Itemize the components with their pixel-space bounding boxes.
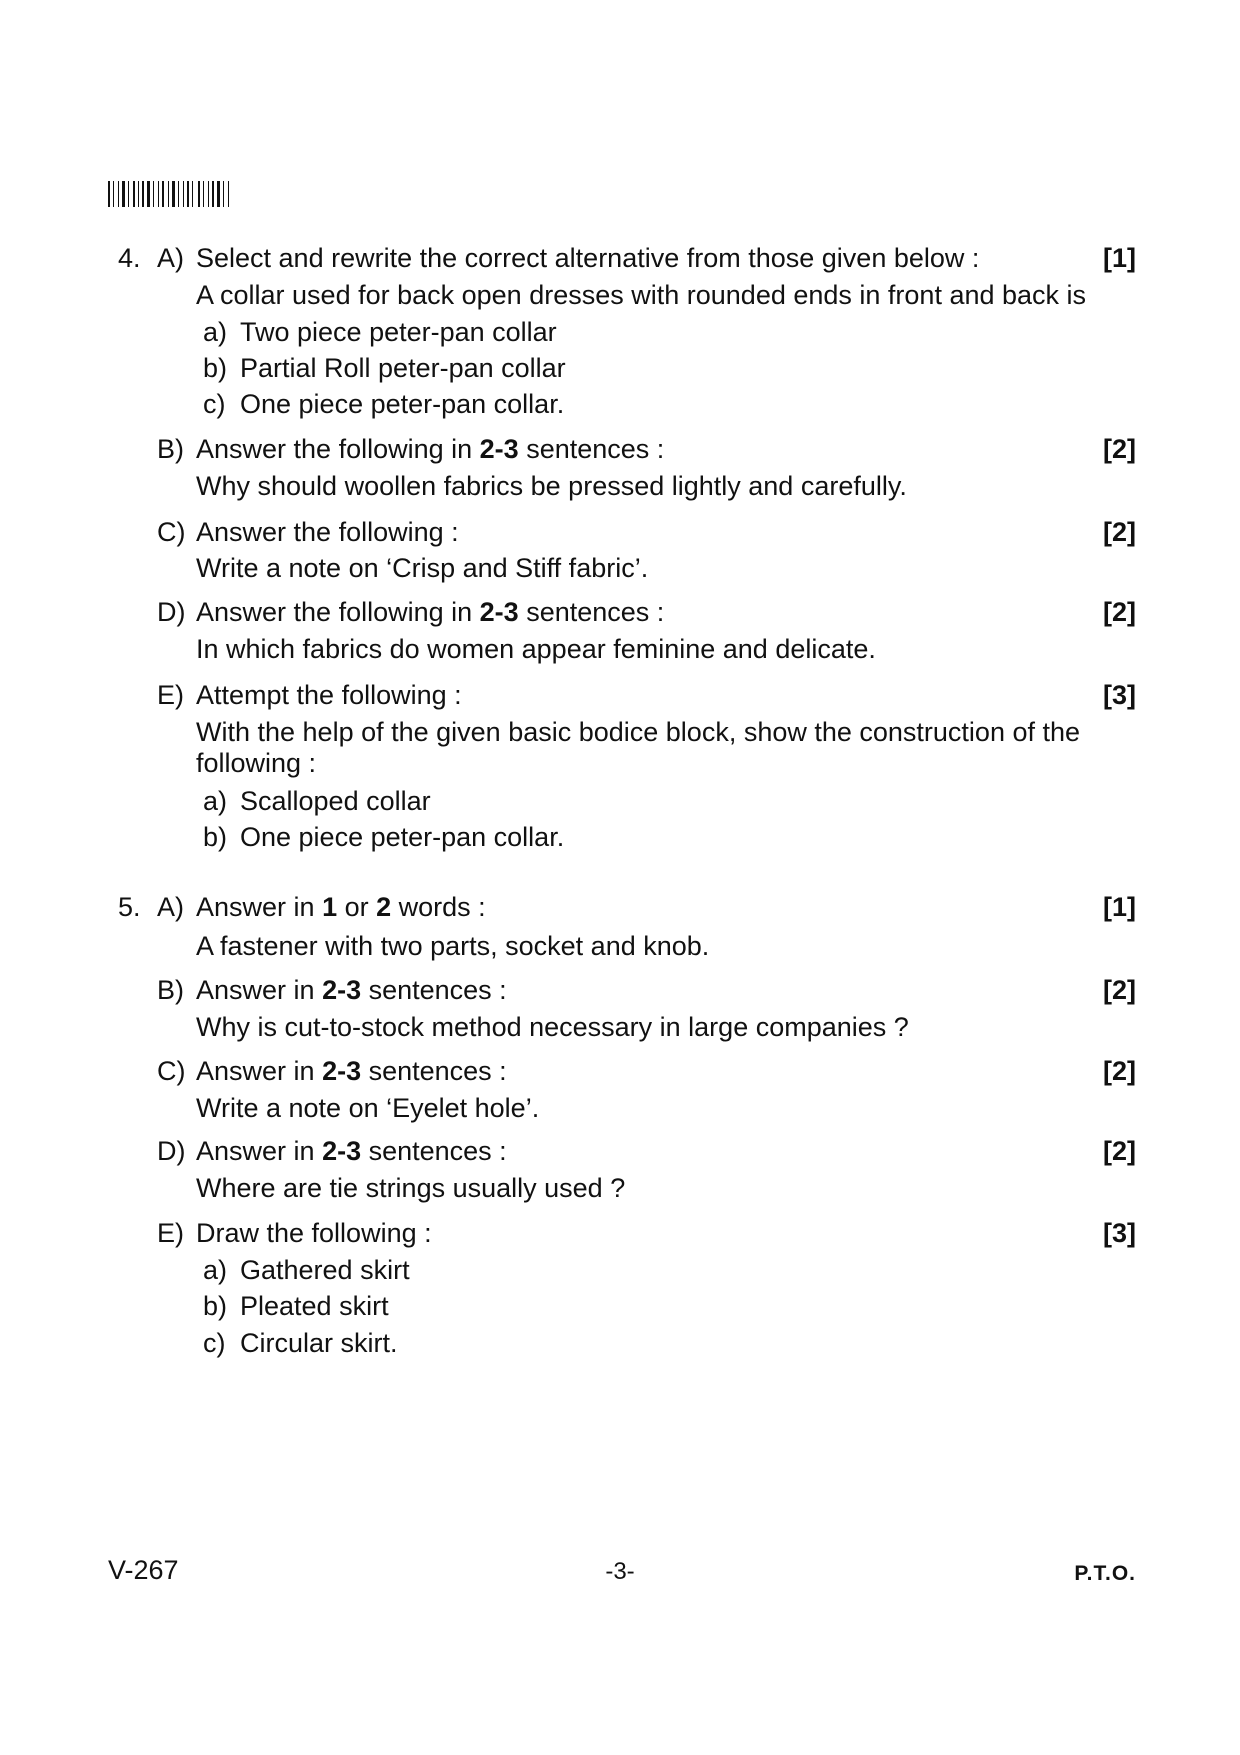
part-label: E) bbox=[157, 680, 184, 710]
option-text: Scalloped collar bbox=[240, 786, 431, 816]
question-text: A fastener with two parts, socket and knob. bbox=[196, 931, 710, 961]
question-number: 4. bbox=[118, 243, 141, 273]
barcode-bar bbox=[203, 181, 204, 207]
question-text: Write a note on ‘Crisp and Stiff fabric’. bbox=[196, 553, 649, 583]
barcode-bar bbox=[153, 181, 154, 207]
question-number: 5. bbox=[118, 892, 141, 922]
question-text: Write a note on ‘Eyelet hole’. bbox=[196, 1093, 540, 1123]
option-text: Gathered skirt bbox=[240, 1255, 410, 1285]
barcode-bar bbox=[113, 181, 114, 207]
question-prompt: Answer in 2-3 sentences : bbox=[196, 1136, 507, 1166]
marks-badge: [2] bbox=[1103, 1056, 1136, 1086]
marks-badge: [3] bbox=[1103, 680, 1136, 710]
barcode-bar bbox=[108, 181, 110, 207]
barcode-bar bbox=[142, 181, 144, 207]
question-prompt: Answer in 2-3 sentences : bbox=[196, 975, 507, 1005]
barcode-bar bbox=[147, 181, 150, 207]
marks-badge: [2] bbox=[1103, 975, 1136, 1005]
barcode-bar bbox=[217, 181, 220, 207]
question-text: Why should woollen fabrics be pressed lightly and carefully. bbox=[196, 471, 907, 501]
option-letter: c) bbox=[203, 1328, 226, 1358]
option-text: Circular skirt. bbox=[240, 1328, 398, 1358]
part-label: C) bbox=[157, 517, 186, 547]
barcode-bar bbox=[122, 181, 125, 207]
marks-badge: [2] bbox=[1103, 434, 1136, 464]
barcode-bar bbox=[168, 181, 169, 207]
part-label: B) bbox=[157, 434, 184, 464]
part-label: A) bbox=[157, 243, 184, 273]
marks-badge: [2] bbox=[1103, 597, 1136, 627]
option-letter: a) bbox=[203, 317, 228, 347]
barcode-bar bbox=[223, 181, 224, 207]
option-letter: b) bbox=[203, 1291, 228, 1321]
option-text: One piece peter-pan collar. bbox=[240, 389, 565, 419]
option-text: Pleated skirt bbox=[240, 1291, 389, 1321]
question-text: following : bbox=[196, 748, 317, 778]
question-text: Why is cut-to-stock method necessary in large companies ? bbox=[196, 1012, 909, 1042]
question-stem: A collar used for back open dresses with rounded ends in front and back is bbox=[196, 280, 1087, 310]
question-text: In which fabrics do women appear feminine and delicate. bbox=[196, 634, 876, 664]
barcode-icon bbox=[108, 181, 249, 207]
barcode-bar bbox=[208, 181, 209, 207]
marks-badge: [1] bbox=[1103, 243, 1136, 273]
part-label: E) bbox=[157, 1218, 184, 1248]
marks-badge: [1] bbox=[1103, 892, 1136, 922]
question-prompt: Answer in 2-3 sentences : bbox=[196, 1056, 507, 1086]
barcode-bar bbox=[228, 181, 229, 207]
question-prompt: Draw the following : bbox=[196, 1218, 432, 1248]
pto-label: P.T.O. bbox=[1074, 1562, 1136, 1585]
question-text: Where are tie strings usually used ? bbox=[196, 1173, 626, 1203]
marks-badge: [2] bbox=[1103, 517, 1136, 547]
barcode-bar bbox=[118, 181, 119, 207]
part-label: B) bbox=[157, 975, 184, 1005]
barcode-bar bbox=[178, 181, 179, 207]
paper-code: V-267 bbox=[108, 1555, 179, 1585]
barcode-bar bbox=[172, 181, 175, 207]
option-text: Two piece peter-pan collar bbox=[240, 317, 557, 347]
option-text: One piece peter-pan collar. bbox=[240, 822, 565, 852]
marks-badge: [3] bbox=[1103, 1218, 1136, 1248]
barcode-bar bbox=[192, 181, 193, 207]
question-prompt: Answer the following in 2-3 sentences : bbox=[196, 597, 665, 627]
part-label: C) bbox=[157, 1056, 186, 1086]
option-letter: a) bbox=[203, 786, 228, 816]
question-prompt: Answer the following : bbox=[196, 517, 459, 547]
barcode-bar bbox=[198, 181, 200, 207]
option-letter: a) bbox=[203, 1255, 228, 1285]
part-label: A) bbox=[157, 892, 184, 922]
question-prompt: Answer the following in 2-3 sentences : bbox=[196, 434, 665, 464]
question-text: With the help of the given basic bodice block, show the construction of the bbox=[196, 717, 1081, 747]
barcode-bar bbox=[187, 181, 189, 207]
marks-badge: [2] bbox=[1103, 1136, 1136, 1166]
part-label: D) bbox=[157, 597, 186, 627]
barcode-bar bbox=[138, 181, 139, 207]
question-prompt: Answer in 1 or 2 words : bbox=[196, 892, 486, 922]
barcode-bar bbox=[133, 181, 135, 207]
barcode-bar bbox=[183, 181, 184, 207]
part-label: D) bbox=[157, 1136, 186, 1166]
barcode-bar bbox=[162, 181, 164, 207]
option-text: Partial Roll peter-pan collar bbox=[240, 353, 566, 383]
barcode-bar bbox=[158, 181, 159, 207]
option-letter: c) bbox=[203, 389, 226, 419]
option-letter: b) bbox=[203, 353, 228, 383]
question-prompt: Select and rewrite the correct alternative from those given below : bbox=[196, 243, 980, 273]
page-number: -3- bbox=[605, 1558, 635, 1585]
option-letter: b) bbox=[203, 822, 228, 852]
barcode-bar bbox=[128, 181, 129, 207]
question-prompt: Attempt the following : bbox=[196, 680, 462, 710]
barcode-bar bbox=[212, 181, 214, 207]
